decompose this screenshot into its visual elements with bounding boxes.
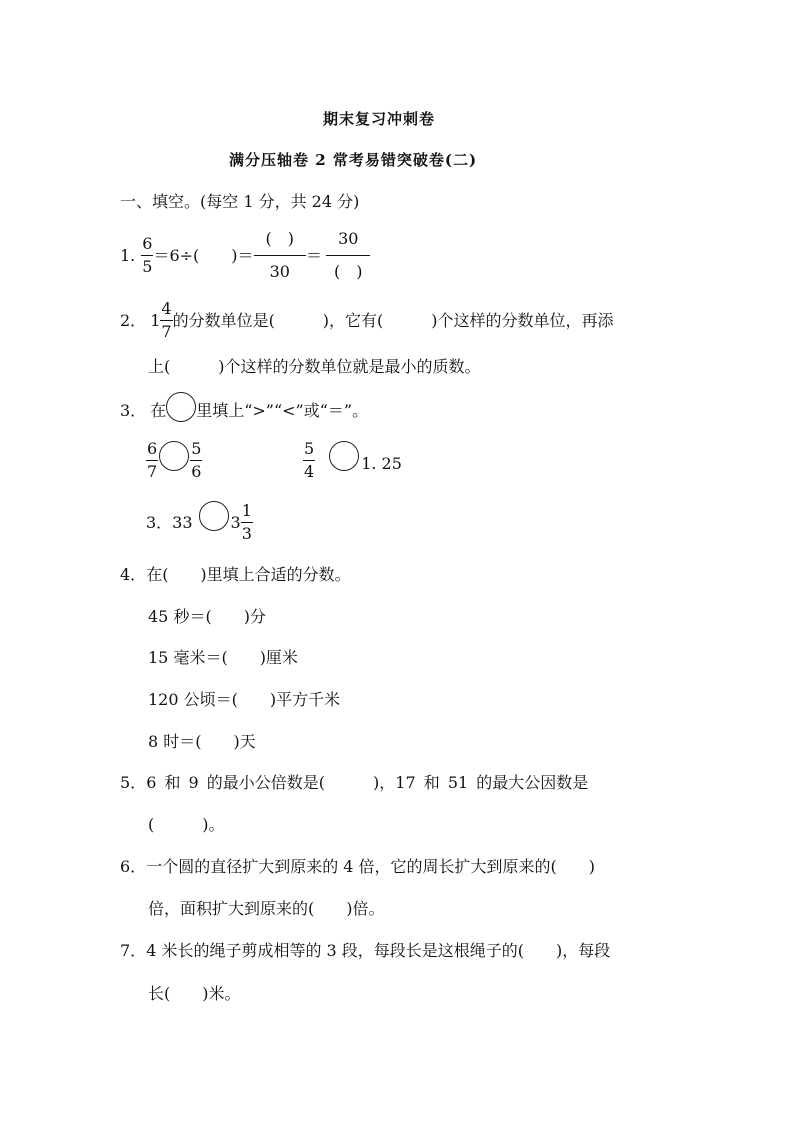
q4-line-4: 8 时＝( )天 <box>148 732 256 751</box>
question-text: 在 <box>150 401 167 420</box>
fraction-numerator: ( ) <box>254 229 307 256</box>
fraction <box>146 440 158 481</box>
fraction-blank <box>254 229 307 282</box>
question-text: 的分数单位是( )，它有( )个这样的分数单位，再添 <box>172 310 614 330</box>
question-7 <box>120 941 610 961</box>
question-number: 3． <box>120 401 147 420</box>
question-7-line-2: 长( )米。 <box>148 984 241 1003</box>
question-text: 一个圆的直径扩大到原来的 4 倍，它的周长扩大到原来的( ) <box>146 857 596 876</box>
compare-item-a <box>146 440 202 481</box>
page-subtitle: 满分压轴卷 2 常考易错突破卷(二) <box>229 151 478 169</box>
fraction-numerator: 1 <box>241 502 253 523</box>
question-number: 4． <box>120 565 147 584</box>
question-1 <box>120 229 375 282</box>
q4-line-2: 15 毫米＝( )厘米 <box>148 648 298 667</box>
question-5-line-2: ( )。 <box>148 815 225 834</box>
question-number: 6． <box>120 857 147 876</box>
q4-line-3: 120 公顷＝( )平方千米 <box>148 690 341 709</box>
fraction-denominator: 30 <box>269 262 290 281</box>
decimal-value: 3．33 <box>146 512 193 532</box>
fraction-numerator: 5 <box>303 440 315 461</box>
question-3 <box>120 400 368 422</box>
equation-text: ＝6÷( )＝ <box>153 245 254 265</box>
mixed-whole: 1 <box>150 310 161 330</box>
fraction-numerator: 6 <box>146 440 158 461</box>
fraction-numerator: 30 <box>326 229 370 256</box>
question-number: 1. <box>120 245 136 265</box>
question-5 <box>120 773 588 793</box>
fraction <box>160 300 172 341</box>
fraction-blank <box>322 229 375 282</box>
circle-blank[interactable] <box>159 441 189 471</box>
fraction-denominator: 5 <box>142 257 153 276</box>
question-number: 7． <box>120 941 147 960</box>
mixed-whole: 3 <box>230 512 241 532</box>
fraction <box>141 235 153 276</box>
q4-line-1: 45 秒＝( )分 <box>148 607 266 626</box>
fraction-denominator: 6 <box>191 462 202 481</box>
compare-item-c <box>146 502 253 543</box>
compare-item-b <box>303 440 402 481</box>
fraction-denominator: ( ) <box>334 262 363 281</box>
fraction-denominator: 3 <box>241 524 252 543</box>
question-6-line-2: 倍，面积扩大到原来的( )倍。 <box>148 899 385 918</box>
question-text: 在( )里填上合适的分数。 <box>146 565 351 584</box>
fraction-denominator: 4 <box>304 462 315 481</box>
equation-text: ＝ <box>306 245 323 265</box>
decimal-value: 1. 25 <box>361 453 402 473</box>
fraction-numerator: 5 <box>190 440 202 461</box>
question-number: 5． <box>120 773 147 792</box>
question-number: 2． <box>120 310 147 330</box>
page-title: 期末复习冲刺卷 <box>323 110 436 128</box>
fraction <box>303 440 315 481</box>
question-text: 6 和 9 的最小公倍数是( )，17 和 51 的最大公因数是 <box>146 773 589 792</box>
question-text: 4 米长的绳子剪成相等的 3 段，每段长是这根绳子的( )，每段 <box>146 941 611 960</box>
question-2-line-2: 上( )个这样的分数单位就是最小的质数。 <box>148 357 481 376</box>
question-text: 里填上“>”“<”或“＝”。 <box>196 401 369 420</box>
question-6 <box>120 857 595 877</box>
fraction-denominator: 7 <box>147 462 158 481</box>
circle-blank <box>166 392 196 422</box>
fraction-numerator: 6 <box>141 235 153 256</box>
circle-blank[interactable] <box>329 441 359 471</box>
fraction-denominator: 7 <box>161 322 172 341</box>
fraction <box>241 502 253 543</box>
section-heading: 一、填空。(每空 1 分，共 24 分) <box>120 192 360 211</box>
fraction <box>190 440 202 481</box>
fraction-numerator: 4 <box>160 300 172 321</box>
circle-blank[interactable] <box>199 501 229 531</box>
question-2 <box>120 300 614 341</box>
question-4 <box>120 565 351 585</box>
